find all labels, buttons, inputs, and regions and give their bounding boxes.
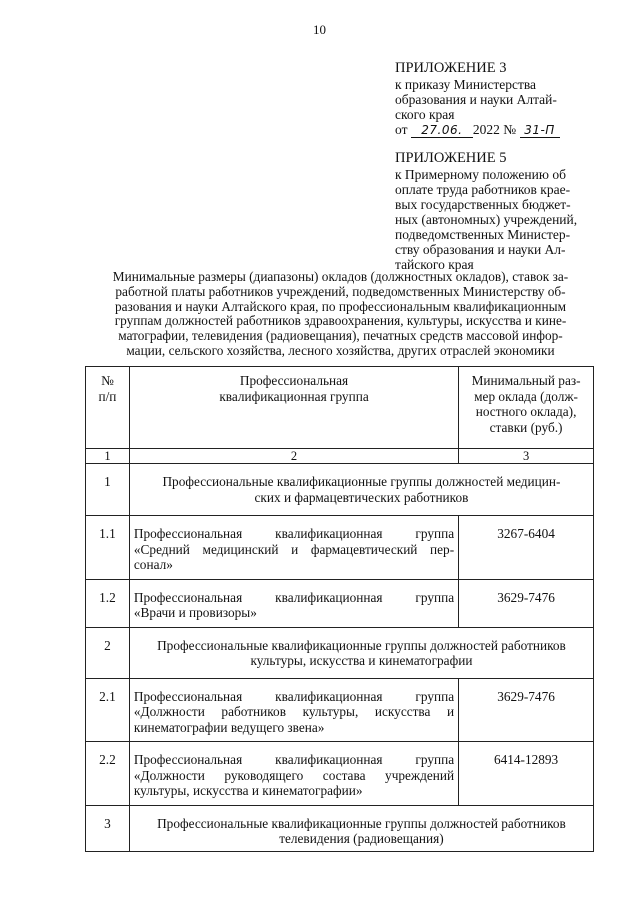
appendix-5-line: подведомственных Министер- (395, 227, 571, 242)
document-title-line: матографии, телевидения (радиовещания), печатных средств массовой инфор- (118, 328, 563, 344)
appendix-5-line: вых государственных бюджет- (395, 197, 571, 212)
group-name-line: Профессиональная квалификационная группа (133, 688, 455, 704)
qualification-groups-table (85, 366, 594, 852)
salary-range: 3629-7476 (459, 678, 594, 742)
group-name-line: Профессиональная квалификационная группа (133, 752, 455, 767)
section-title-line: культуры, искусства и кинематографии (250, 653, 473, 668)
order-date-handwritten: 27.06. (411, 124, 473, 138)
row-number: 1.2 (86, 579, 130, 627)
group-name (129, 742, 458, 806)
group-name-line: «Должности работников культуры, искусства и (133, 704, 455, 719)
section-title-line: ских и фармацевтических работников (254, 489, 469, 505)
appendix-5-line: тайского края (395, 257, 474, 272)
row-number: 3 (86, 805, 130, 851)
document-title-line: разования и науки Алтайского края, по профессиональным квалификационным (114, 298, 567, 314)
header-salary-line: ставки (руб.) (489, 419, 563, 435)
header-group (129, 367, 458, 449)
table-row-section (86, 464, 594, 516)
appendix-3-block (395, 60, 595, 138)
table-row (86, 678, 594, 742)
order-number-handwritten: 31-П (520, 124, 560, 138)
date-prefix: от (395, 122, 408, 137)
group-name-line: «Средний медицинский и фармацевтический пер- (133, 541, 455, 557)
order-year: 2022 № (472, 122, 517, 137)
section-title-line: Профессиональные квалификационные группы должностей медицин- (162, 474, 561, 489)
document-title-line: мации, сельского хозяйства, лесного хозяйства, других отраслей экономики (126, 342, 555, 358)
appendix-3-line: образования и науки Алтай- (395, 92, 557, 107)
section-title-line: Профессиональные квалификационные группы должностей работников (157, 815, 566, 831)
group-name-line: Профессиональная квалификационная группа (133, 589, 455, 605)
order-date-line (395, 122, 595, 138)
header-salary-line: ностного оклада), (475, 404, 577, 419)
section-title (129, 464, 593, 516)
section-title (129, 805, 593, 851)
row-number: 2.2 (86, 742, 130, 806)
row-number: 1.1 (86, 516, 130, 580)
appendix-3-heading: ПРИЛОЖЕНИЕ 3 (395, 60, 507, 76)
header-number-line: № (101, 373, 114, 388)
appendix-3-line: к приказу Министерства (395, 77, 537, 92)
document-title (88, 270, 593, 359)
group-name-line: «Должности руководящего состава учреждений (133, 767, 455, 783)
document-title-line: Минимальные размеры (диапазоны) окладов (должностных окладов), ставок за- (112, 269, 569, 284)
header-salary-line: мер оклада (долж- (474, 388, 578, 404)
section-title-line: телевидения (радиовещания) (279, 831, 444, 846)
header-group-line: квалификационная группа (219, 388, 369, 404)
salary-range: 6414-12893 (459, 742, 594, 806)
appendix-5-line: оплате труда работников крае- (395, 182, 571, 197)
document-title-line: группам должностей работников здравоохранения, культуры, искусства и кине- (114, 313, 567, 329)
page-number: 10 (313, 22, 326, 37)
header-number-line: п/п (98, 388, 117, 404)
table-row-section (86, 805, 594, 851)
row-number: 2.1 (86, 678, 130, 742)
column-index: 3 (459, 449, 594, 464)
table-row (86, 579, 594, 627)
salary-range: 3629-7476 (459, 579, 594, 627)
salary-range: 3267-6404 (459, 516, 594, 580)
table-row-section (86, 627, 594, 678)
appendix-5-heading: ПРИЛОЖЕНИЕ 5 (395, 150, 507, 166)
group-name (129, 516, 458, 580)
column-index: 1 (86, 449, 130, 464)
header-salary (459, 367, 594, 449)
section-title-line: Профессиональные квалификационные группы должностей работников (157, 637, 566, 653)
appendix-5-line: ных (автономных) учреждений, (395, 212, 578, 227)
group-name (129, 678, 458, 742)
header-group-line: Профессиональная (239, 373, 349, 388)
header-salary-line: Минимальный раз- (471, 373, 581, 388)
appendix-3-line: ского края (395, 107, 455, 122)
group-name-line: культуры, искусства и кинематографии» (133, 783, 363, 798)
row-number: 1 (86, 464, 130, 516)
appendix-5-line: ству образования и науки Ал- (395, 242, 566, 257)
section-title (129, 627, 593, 678)
group-name-line: сонал» (133, 557, 173, 572)
appendix-5-block (395, 150, 595, 272)
group-name-line: «Врачи и провизоры» (133, 605, 257, 620)
group-name (129, 579, 458, 627)
group-name-line: Профессиональная квалификационная группа (133, 526, 455, 541)
header-number (86, 367, 130, 449)
group-name-line: кинематографии ведущего звена» (133, 719, 325, 735)
row-number: 2 (86, 627, 130, 678)
column-index: 2 (129, 449, 458, 464)
document-title-line: работной платы работников учреждений, подведомственных Министерству об- (115, 283, 566, 299)
appendix-5-line: к Примерному положению об (395, 167, 566, 182)
column-index-row (86, 449, 594, 464)
table-header-row (86, 367, 594, 449)
table-row (86, 516, 594, 580)
table-row (86, 742, 594, 806)
